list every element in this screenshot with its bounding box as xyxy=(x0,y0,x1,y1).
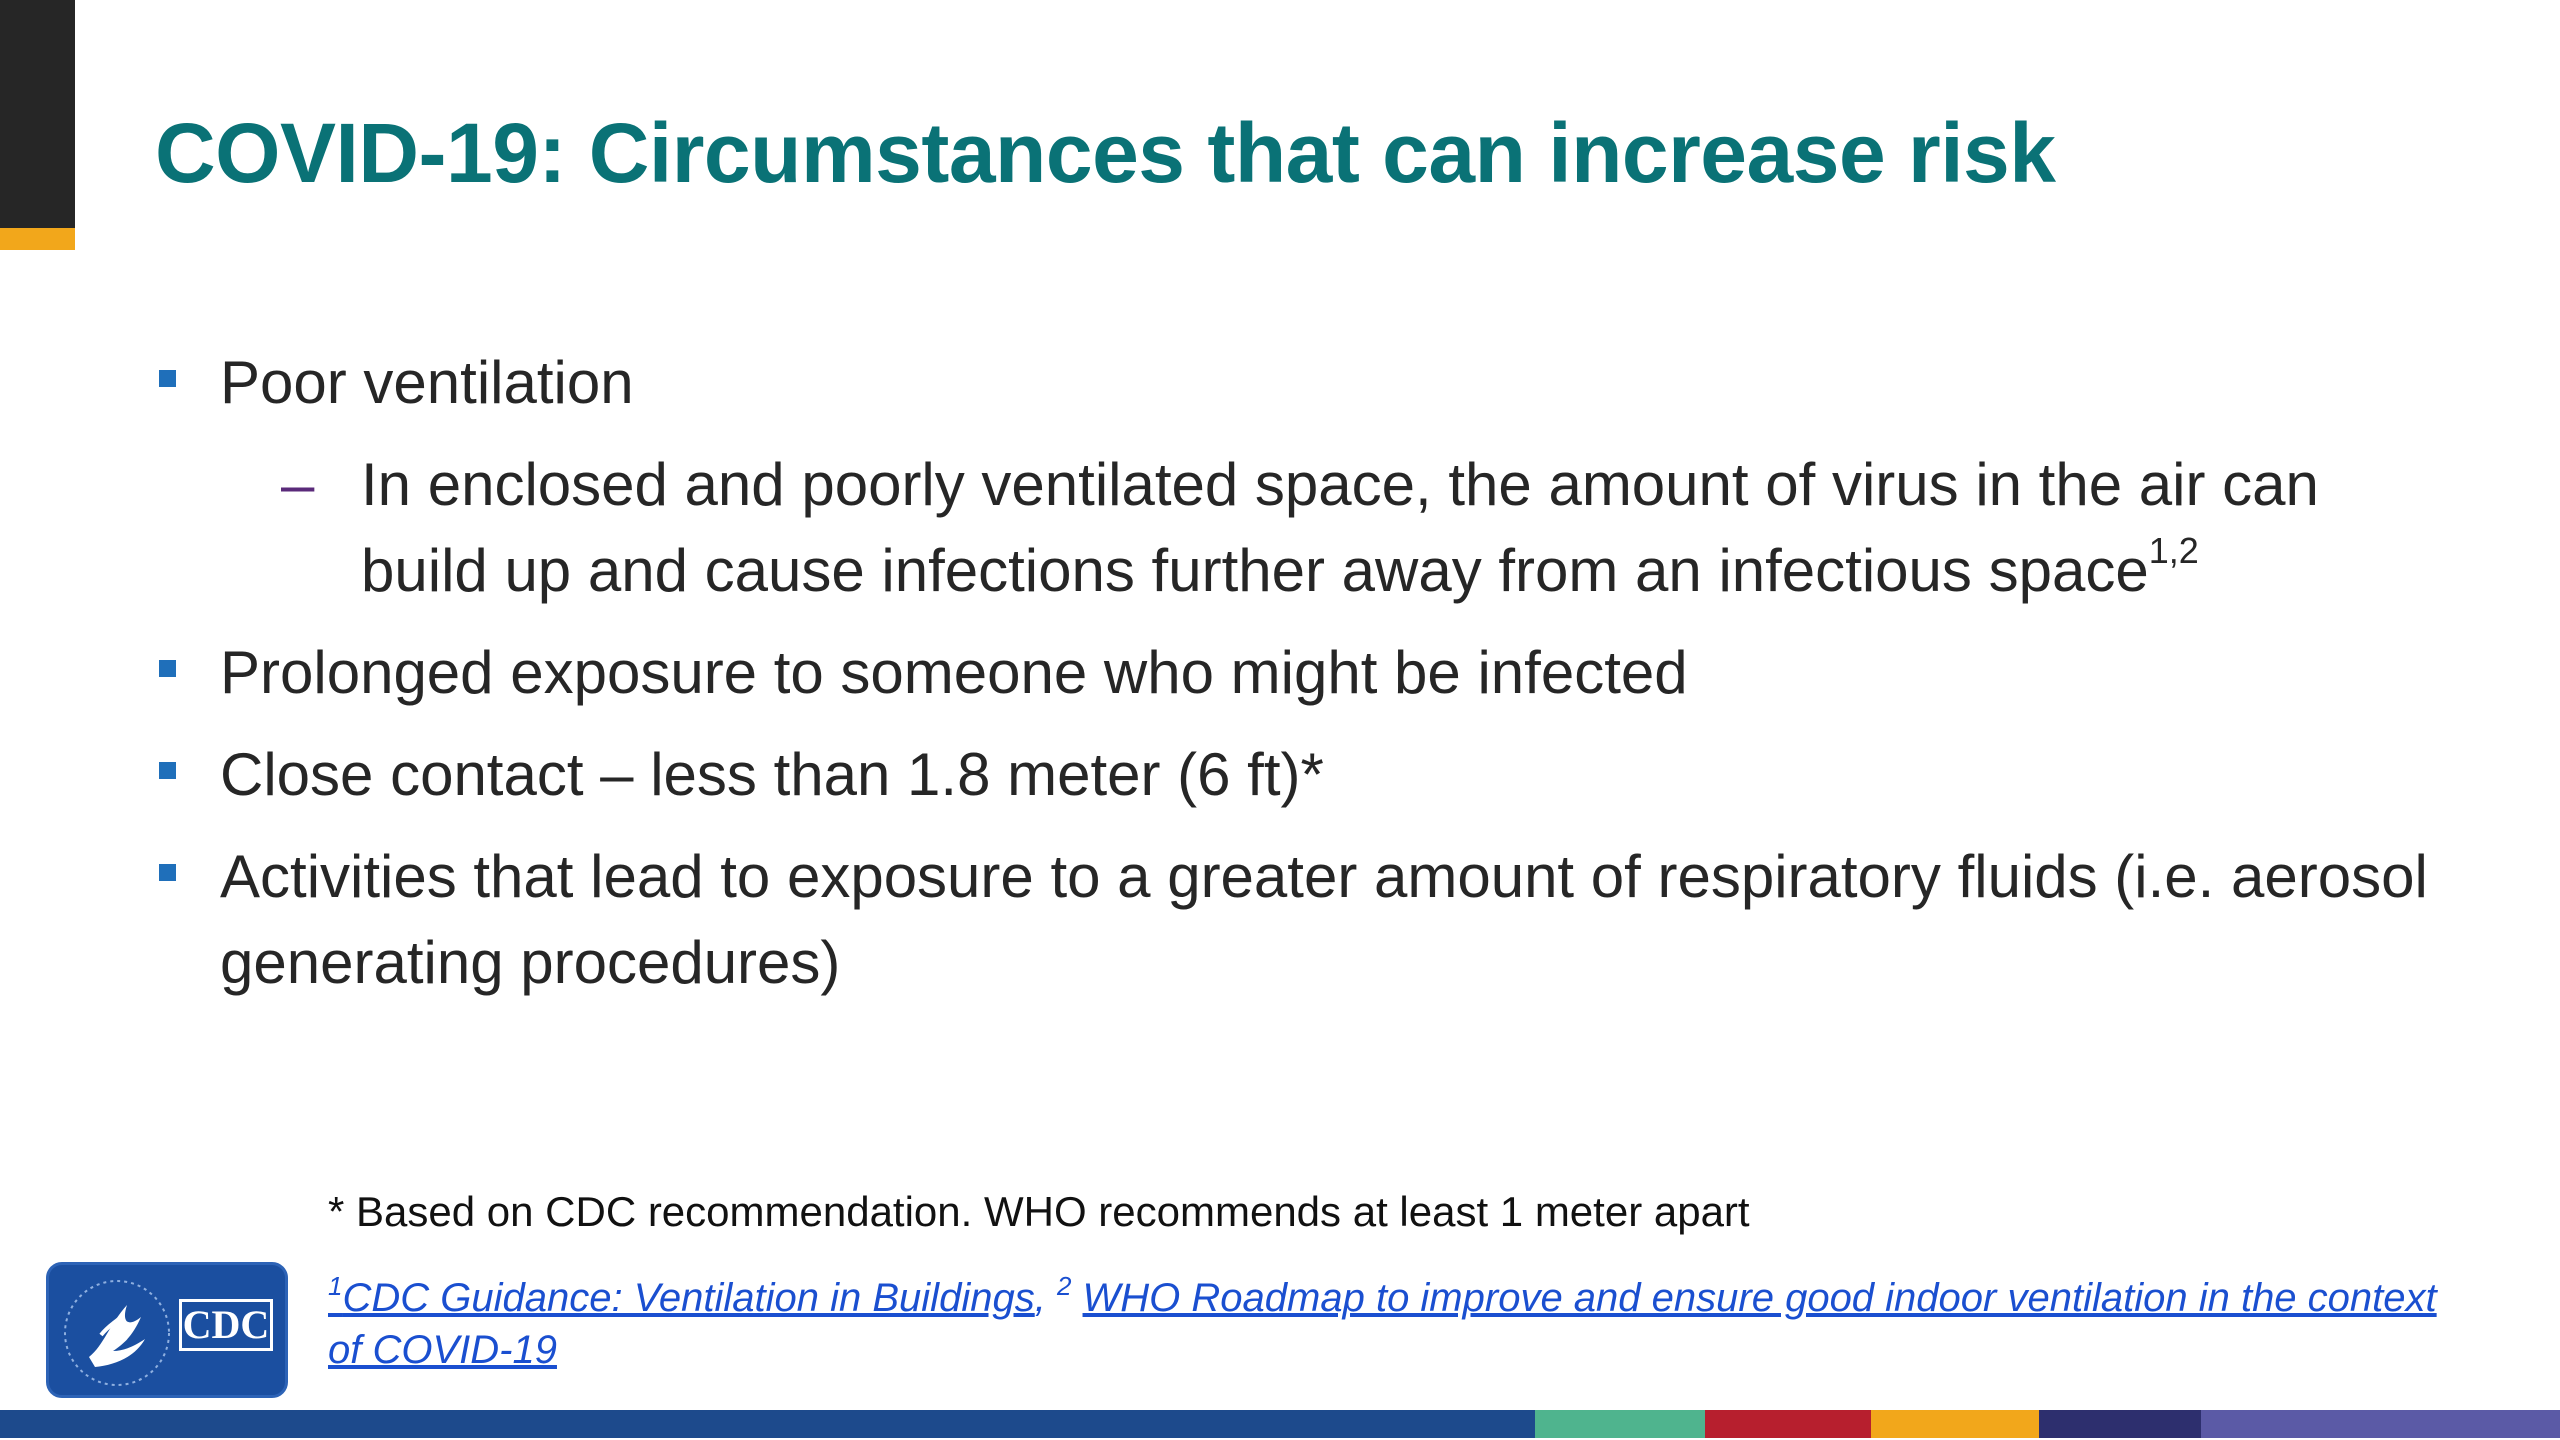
bullet-text: Activities that lead to exposure to a greater amount of respiratory fluids (i.e. aerosol generating procedures) xyxy=(220,843,2428,996)
bullet-square-icon xyxy=(159,864,176,881)
bottom-bar-segment xyxy=(2039,1410,2201,1438)
sub-bullet-item xyxy=(155,442,2435,614)
bottom-bar-segment xyxy=(1705,1410,1871,1438)
bullet-square-icon xyxy=(159,762,176,779)
distance-footnote: * Based on CDC recommendation. WHO recommends at least 1 meter apart xyxy=(328,1188,1750,1235)
citation-superscript: 1,2 xyxy=(2148,530,2199,571)
bullet-square-icon xyxy=(159,660,176,677)
corner-decoration-bar xyxy=(0,0,75,228)
who-roadmap-link[interactable]: WHO Roadmap to improve and ensure good indoor ventilation in the context of COVID-19 xyxy=(328,1276,2437,1372)
bullet-text: Poor ventilation xyxy=(220,349,634,416)
corner-accent-stripe xyxy=(0,228,75,250)
bullet-item xyxy=(155,732,2435,818)
bullet-list xyxy=(155,340,2435,1022)
bottom-bar-segment xyxy=(0,1410,1535,1438)
bottom-color-bar xyxy=(0,1410,2560,1438)
bullet-item xyxy=(155,340,2435,426)
references xyxy=(328,1272,2478,1376)
slide-title: COVID-19: Circumstances that can increase risk xyxy=(155,106,2056,200)
ref-superscript: 2 xyxy=(1056,1271,1072,1301)
bullet-square-icon xyxy=(159,370,176,387)
bullet-text: Prolonged exposure to someone who might be infected xyxy=(220,639,1688,706)
ref-superscript: 1 xyxy=(328,1271,343,1301)
ref-separator: , xyxy=(1034,1276,1057,1320)
cdc-ventilation-link[interactable] xyxy=(328,1271,1035,1320)
dash-marker: – xyxy=(281,451,315,518)
bullet-item xyxy=(155,630,2435,716)
bullet-text: Close contact – less than 1.8 meter (6 ft)* xyxy=(220,741,1324,808)
bottom-bar-segment xyxy=(1535,1410,1705,1438)
ref-link-text: CDC Guidance: Ventilation in Buildings xyxy=(342,1276,1035,1320)
bottom-bar-segment xyxy=(2201,1410,2560,1438)
bullet-item xyxy=(155,834,2435,1006)
cdc-logo-text: CDC xyxy=(179,1299,273,1351)
bottom-bar-segment xyxy=(1871,1410,2039,1438)
cdc-logo xyxy=(46,1262,288,1398)
sub-bullet-text: In enclosed and poorly ventilated space, the amount of virus in the air can build up and cause infections further away from an infectious space xyxy=(361,451,2319,604)
